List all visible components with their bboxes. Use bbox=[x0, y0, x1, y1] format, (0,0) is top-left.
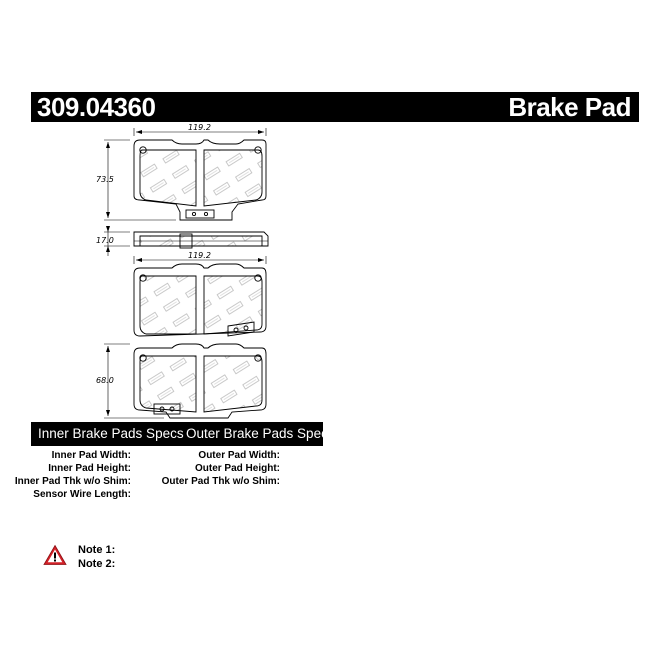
note-2-label: Note 2: bbox=[78, 558, 116, 570]
specs-header-bar bbox=[31, 422, 335, 446]
inner-specs-title: Inner Brake Pads Specs bbox=[38, 426, 184, 441]
outer-pad-width-label: Outer Pad Width: bbox=[198, 450, 280, 461]
outer-pad-height-label: Outer Pad Height: bbox=[194, 463, 280, 474]
middle-pad bbox=[134, 264, 266, 336]
inner-pad-width-label: Inner Pad Width: bbox=[51, 450, 131, 461]
bottom-width-label: 119.2 bbox=[188, 251, 211, 260]
part-type: Brake Pad bbox=[508, 92, 631, 122]
sensor-wire-length-label: Sensor Wire Length: bbox=[33, 489, 131, 500]
outer-specs-title: Outer Brake Pads Specs bbox=[186, 426, 335, 441]
top-height-label: 73.5 bbox=[96, 175, 114, 184]
top-width-label: 119.2 bbox=[188, 123, 211, 132]
note-1-label: Note 1: bbox=[78, 544, 116, 556]
inner-pad-height-label: Inner Pad Height: bbox=[48, 463, 131, 474]
warning-triangle-icon bbox=[43, 544, 67, 566]
inner-pad-thickness-label: Inner Pad Thk w/o Shim: bbox=[14, 476, 131, 487]
top-pad bbox=[134, 140, 266, 220]
bottom-height-label: 68.0 bbox=[96, 376, 114, 385]
thickness-label: 17.0 bbox=[96, 236, 114, 245]
part-number: 309.04360 bbox=[37, 92, 156, 122]
outer-pad-thickness-label: Outer Pad Thk w/o Shim: bbox=[161, 476, 280, 487]
bottom-pad bbox=[134, 344, 266, 418]
side-view-pad bbox=[134, 232, 268, 248]
